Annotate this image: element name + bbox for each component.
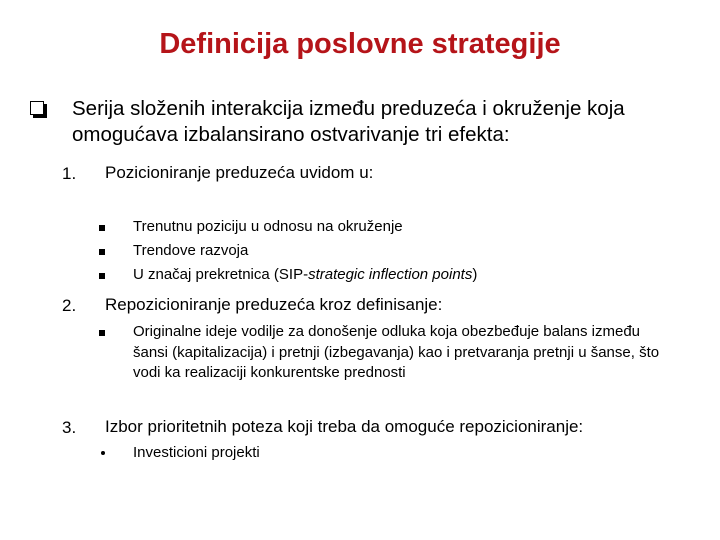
- item-heading: Pozicioniranje preduzeća uvidom u:: [105, 163, 374, 182]
- sub-item-italic: strategic inflection points: [308, 266, 473, 283]
- sub-item-prefix: U značaj prekretnica (SIP-: [133, 266, 309, 283]
- hollow-square-bullet-icon: [30, 101, 44, 115]
- filled-square-bullet-icon: [99, 330, 105, 336]
- filled-square-bullet-icon: [99, 273, 105, 279]
- item-number: 1.: [62, 164, 77, 183]
- sub-item: Investicioni projekti: [133, 444, 260, 461]
- filled-square-bullet-icon: [99, 249, 105, 255]
- sub-item: Originalne ideje vodilje za donošenje odluka koja obezbeđuje balans između šansi (kapitalizacija) i pretnji (izbegavanja) kao i pretvaranja pretnji u šanse, što vodi ka realizaciji konkurentske prednosti: [133, 323, 660, 381]
- sub-item: Trenutnu poziciju u odnosu na okruženje: [133, 218, 403, 235]
- filled-square-bullet-icon: [99, 225, 105, 231]
- sub-item: Trendove razvoja: [133, 242, 249, 259]
- item-number: 3.: [62, 418, 77, 437]
- sub-item-suffix: ): [472, 266, 478, 283]
- intro-text: Serija složenih interakcija između preduzeća i okruženje koja omogućava izbalansirano ostvarivanje tri efekta:: [72, 97, 625, 146]
- item-heading: Izbor prioritetnih poteza koji treba da omoguće repozicioniranje:: [105, 417, 584, 436]
- round-dot-bullet-icon: [101, 451, 105, 455]
- slide-title: Definicija poslovne strategije: [159, 28, 561, 60]
- item-number: 2.: [62, 296, 77, 315]
- item-heading: Repozicioniranje preduzeća kroz definisanje:: [105, 295, 443, 314]
- sub-item: [133, 265, 477, 286]
